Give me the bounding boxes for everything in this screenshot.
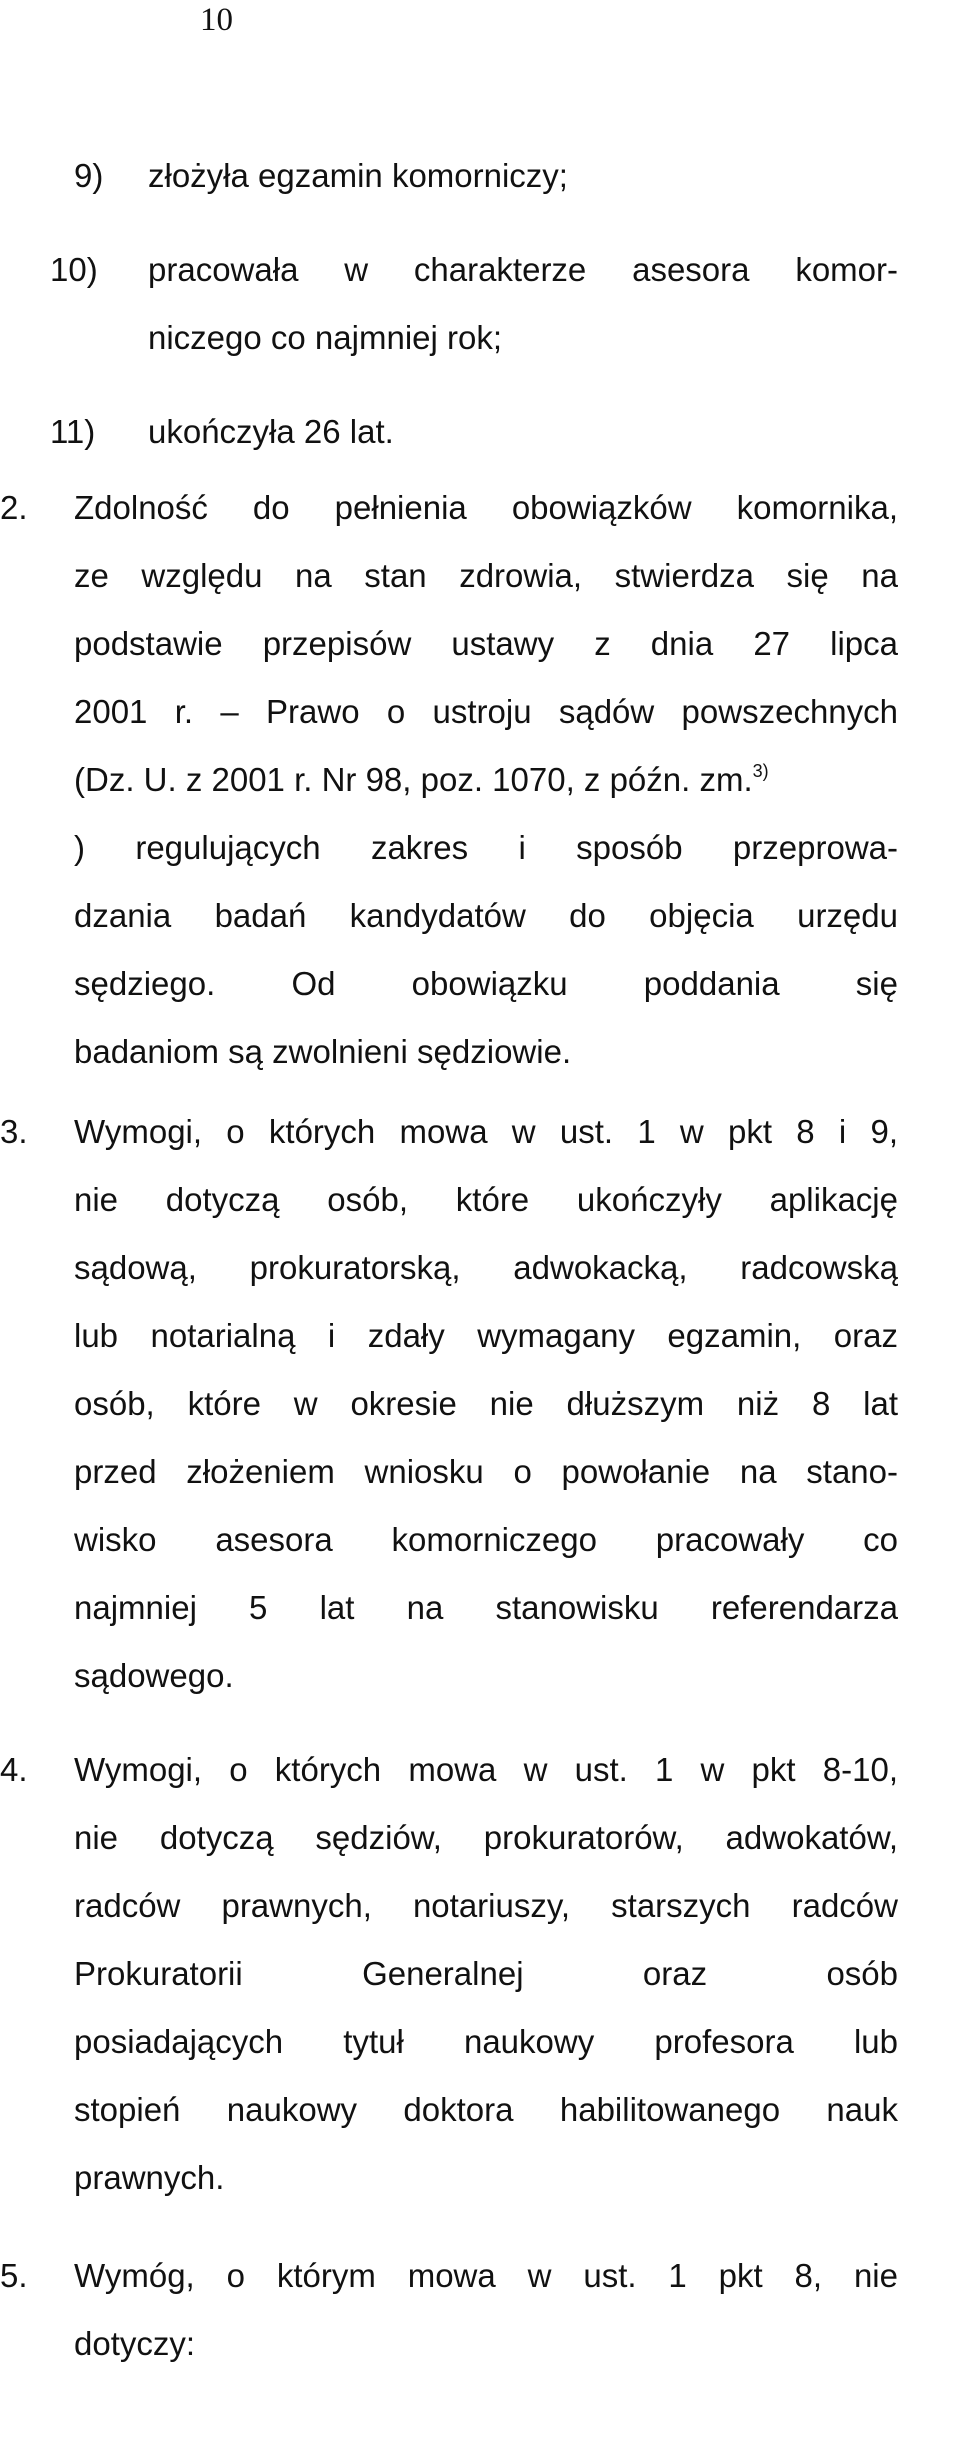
paragraph-line	[0, 1506, 960, 1574]
paragraph-line	[0, 1166, 960, 1234]
paragraph-text: stopień naukowy doktora habilitowanego nauk	[74, 2091, 898, 2128]
paragraph-text: sądowego.	[74, 1657, 234, 1694]
paragraph-text: nie dotyczą osób, które ukończyły aplikację	[74, 1181, 898, 1218]
paragraph-number: 2.	[0, 489, 28, 526]
item-text: ukończyła 26 lat.	[148, 413, 394, 450]
paragraph-text: sądową, prokuratorską, adwokacką, radcowską	[74, 1249, 898, 1286]
paragraph-text: Prokuratorii Generalnej oraz osób	[74, 1955, 898, 1992]
paragraph-text: najmniej 5 lat na stanowisku referendarza	[74, 1589, 898, 1626]
paragraph-text: Wymogi, o których mowa w ust. 1 w pkt 8-10,	[74, 1751, 898, 1788]
paragraph-text: badaniom są zwolnieni sędziowie.	[74, 1033, 572, 1070]
paragraph-text: wisko asesora komorniczego pracowały co	[74, 1521, 898, 1558]
paragraph-line	[0, 746, 960, 814]
paragraph-text: Wymogi, o których mowa w ust. 1 w pkt 8 i 9,	[74, 1113, 898, 1150]
list-item	[0, 398, 960, 466]
paragraph-text: Wymóg, o którym mowa w ust. 1 pkt 8, nie	[74, 2257, 898, 2294]
paragraph-line	[0, 882, 960, 950]
paragraph-text: Zdolność do pełnienia obowiązków komornika,	[74, 489, 898, 526]
paragraph-line	[0, 1438, 960, 1506]
paragraph-line	[0, 474, 960, 542]
paragraph-line	[0, 1574, 960, 1642]
paragraph-line	[0, 1302, 960, 1370]
paragraph-line	[0, 678, 960, 746]
paragraph-line	[0, 2144, 960, 2212]
paragraph-line	[0, 1234, 960, 1302]
paragraph-line	[0, 1804, 960, 1872]
paragraph-line	[0, 2008, 960, 2076]
paragraph-line	[0, 814, 960, 882]
paragraph-line	[0, 1642, 960, 1710]
paragraph-text: 2001 r. – Prawo o ustroju sądów powszechnych	[74, 693, 898, 730]
paragraph-text: radców prawnych, notariuszy, starszych radców	[74, 1887, 898, 1924]
paragraph-line	[0, 1098, 960, 1166]
paragraph-text	[74, 746, 769, 814]
paragraph-text: prawnych.	[74, 2159, 225, 2196]
paragraph-number: 4.	[0, 1751, 28, 1788]
paragraph-line	[0, 1370, 960, 1438]
item-number: 11)	[50, 413, 96, 450]
paragraph-line	[0, 2242, 960, 2310]
page-number: 10	[200, 2, 233, 38]
paragraph-text-segment: (Dz. U. z 2001 r. Nr 98, poz. 1070, z późn. zm.	[74, 761, 753, 798]
paragraph-number: 3.	[0, 1113, 28, 1150]
paragraph-text: nie dotyczą sędziów, prokuratorów, adwokatów,	[74, 1819, 898, 1856]
item-number: 10)	[50, 251, 98, 288]
item-text: pracowała w charakterze asesora komor-	[148, 251, 898, 288]
paragraph-text: przed złożeniem wniosku o powołanie na stano-	[74, 1453, 898, 1490]
paragraph-text: ) regulujących zakres i sposób przeprowa-	[74, 829, 898, 866]
paragraph-text: osób, które w okresie nie dłuższym niż 8 lat	[74, 1385, 898, 1422]
paragraph-line	[0, 2076, 960, 2144]
list-item	[0, 236, 960, 304]
paragraph-line	[0, 1940, 960, 2008]
paragraph-line	[0, 1736, 960, 1804]
paragraph-text: ze względu na stan zdrowia, stwierdza się na	[74, 557, 898, 594]
paragraph-line	[0, 610, 960, 678]
paragraph-text: dotyczy:	[74, 2325, 196, 2362]
footnote-marker: 3)	[752, 761, 769, 781]
paragraph-line	[0, 2310, 960, 2378]
item-number: 9)	[74, 157, 104, 194]
paragraph-number: 5.	[0, 2257, 28, 2294]
text-line	[0, 304, 960, 372]
item-text: złożyła egzamin komorniczy;	[148, 157, 568, 194]
paragraph-text: sędziego. Od obowiązku poddania się	[74, 965, 898, 1002]
paragraph-line	[0, 1872, 960, 1940]
list-item	[0, 142, 960, 210]
paragraph-text: lub notarialną i zdały wymagany egzamin, oraz	[74, 1317, 898, 1354]
paragraph-text: podstawie przepisów ustawy z dnia 27 lipca	[74, 625, 898, 662]
paragraph-line	[0, 542, 960, 610]
paragraph-text: dzania badań kandydatów do objęcia urzędu	[74, 897, 898, 934]
paragraph-line	[0, 950, 960, 1018]
item-text: niczego co najmniej rok;	[148, 319, 503, 356]
paragraph-line	[0, 1018, 960, 1086]
paragraph-text: posiadających tytuł naukowy profesora lub	[74, 2023, 898, 2060]
